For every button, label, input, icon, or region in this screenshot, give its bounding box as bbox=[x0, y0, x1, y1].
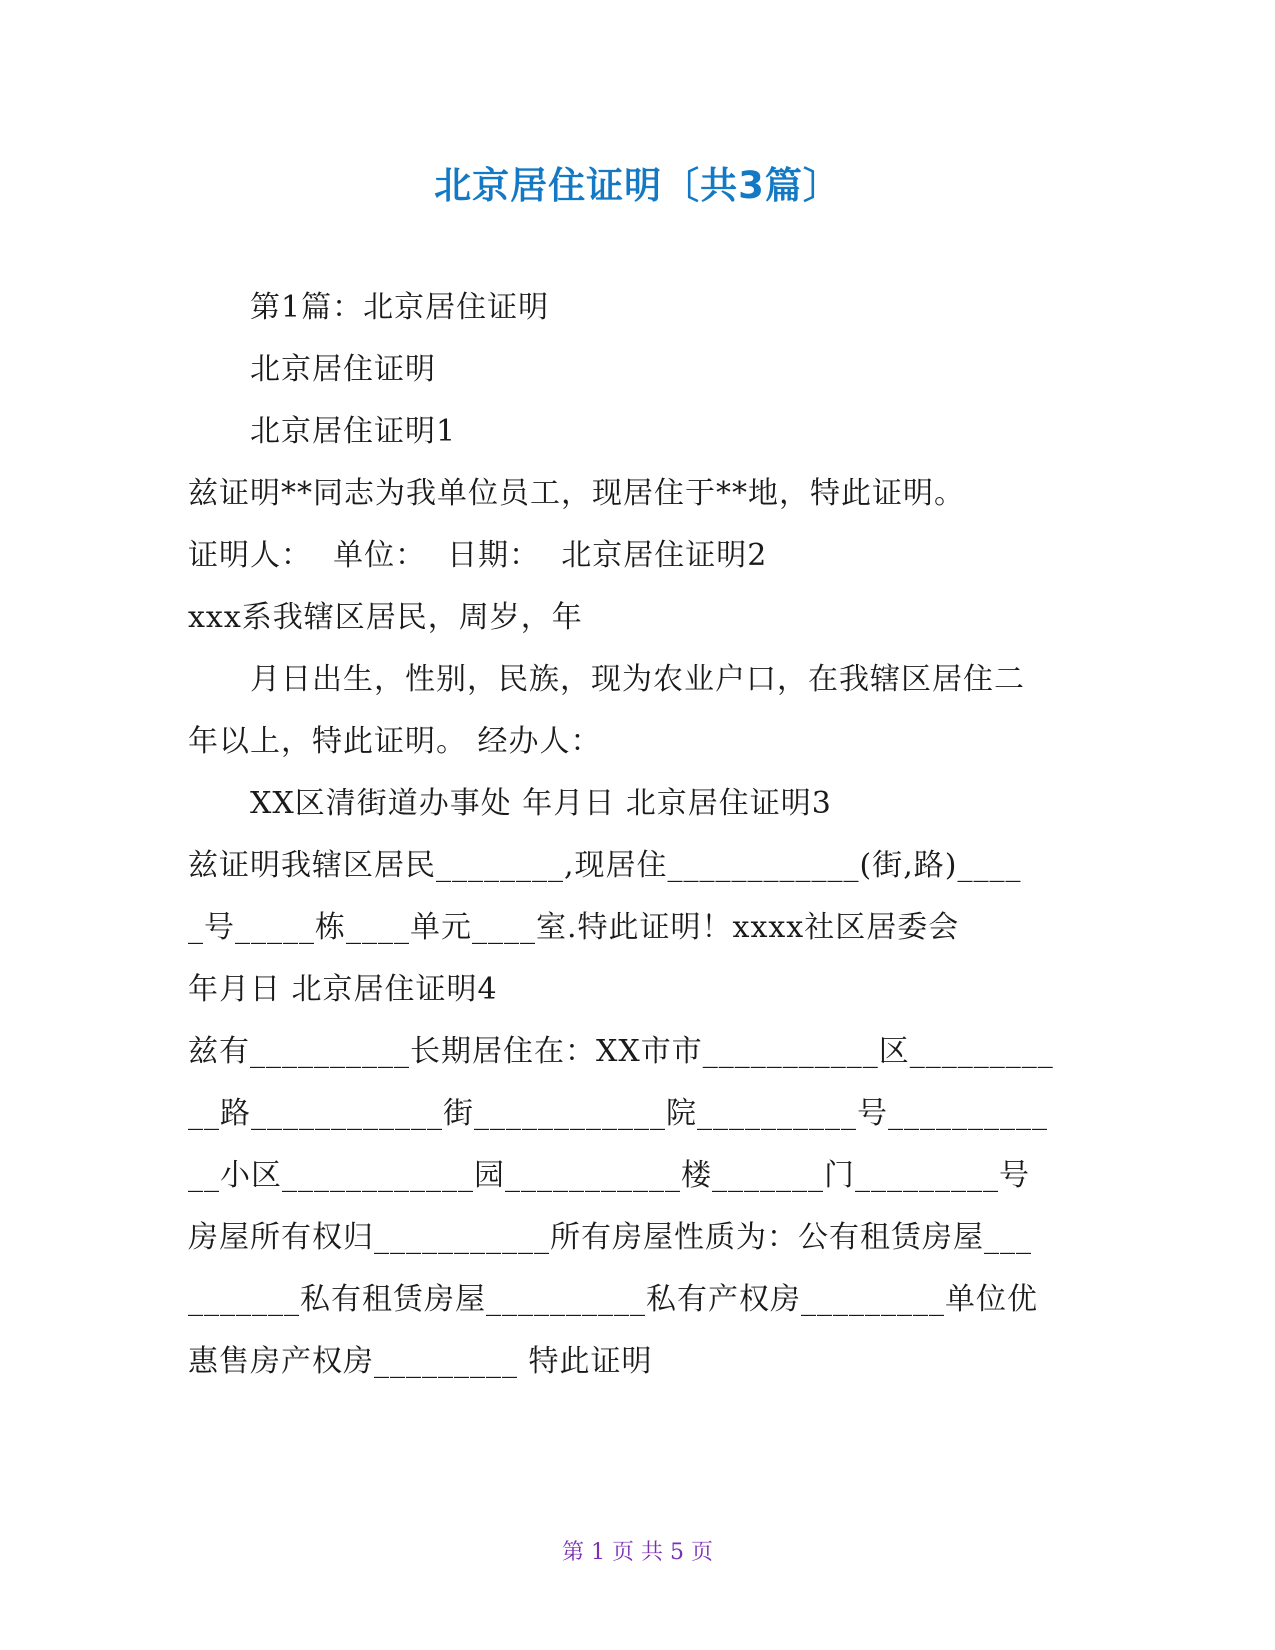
text-line: 年以上，特此证明。 经办人： bbox=[188, 724, 602, 759]
text-line: XX区清街道办事处 年月日 北京居住证明3 bbox=[250, 786, 832, 821]
text-line: 房屋所有权归___________所有房屋性质为：公有租赁房屋___ bbox=[188, 1220, 1032, 1255]
text-line: 月日出生，性别，民族，现为农业户口，在我辖区居住二 bbox=[250, 662, 1025, 697]
text-line: 惠售房产权房_________ 特此证明 bbox=[188, 1344, 653, 1379]
document-title: 北京居住证明〔共3篇〕 bbox=[434, 164, 841, 207]
text-line: __小区____________园___________楼_______门_________号 bbox=[188, 1158, 1030, 1193]
text-line: 兹有__________长期居住在：XX市市___________区_________ bbox=[188, 1034, 1054, 1069]
text-line: 第1篇：北京居住证明 bbox=[250, 290, 550, 325]
text-line: 兹证明我辖区居民________,现居住____________(街,路)____ bbox=[188, 848, 1022, 883]
text-line: 北京居住证明1 bbox=[250, 414, 457, 449]
text-line: 北京居住证明 bbox=[250, 352, 436, 387]
text-line: 年月日 北京居住证明4 bbox=[188, 972, 498, 1007]
text-line: __路____________街____________院__________号__________ bbox=[188, 1096, 1048, 1131]
page-number: 第 1 页 共 5 页 bbox=[562, 1540, 713, 1565]
text-line: _______私有租赁房屋__________私有产权房_________单位优 bbox=[188, 1282, 1038, 1317]
text-line: _号_____栋____单元____室.特此证明！xxxx社区居委会 bbox=[188, 910, 960, 945]
text-line: xxx系我辖区居民，周岁，年 bbox=[188, 600, 583, 635]
text-line: 兹证明**同志为我单位员工，现居住于**地，特此证明。 bbox=[188, 476, 965, 511]
text-line: 证明人： 单位： 日期： 北京居住证明2 bbox=[188, 538, 768, 573]
